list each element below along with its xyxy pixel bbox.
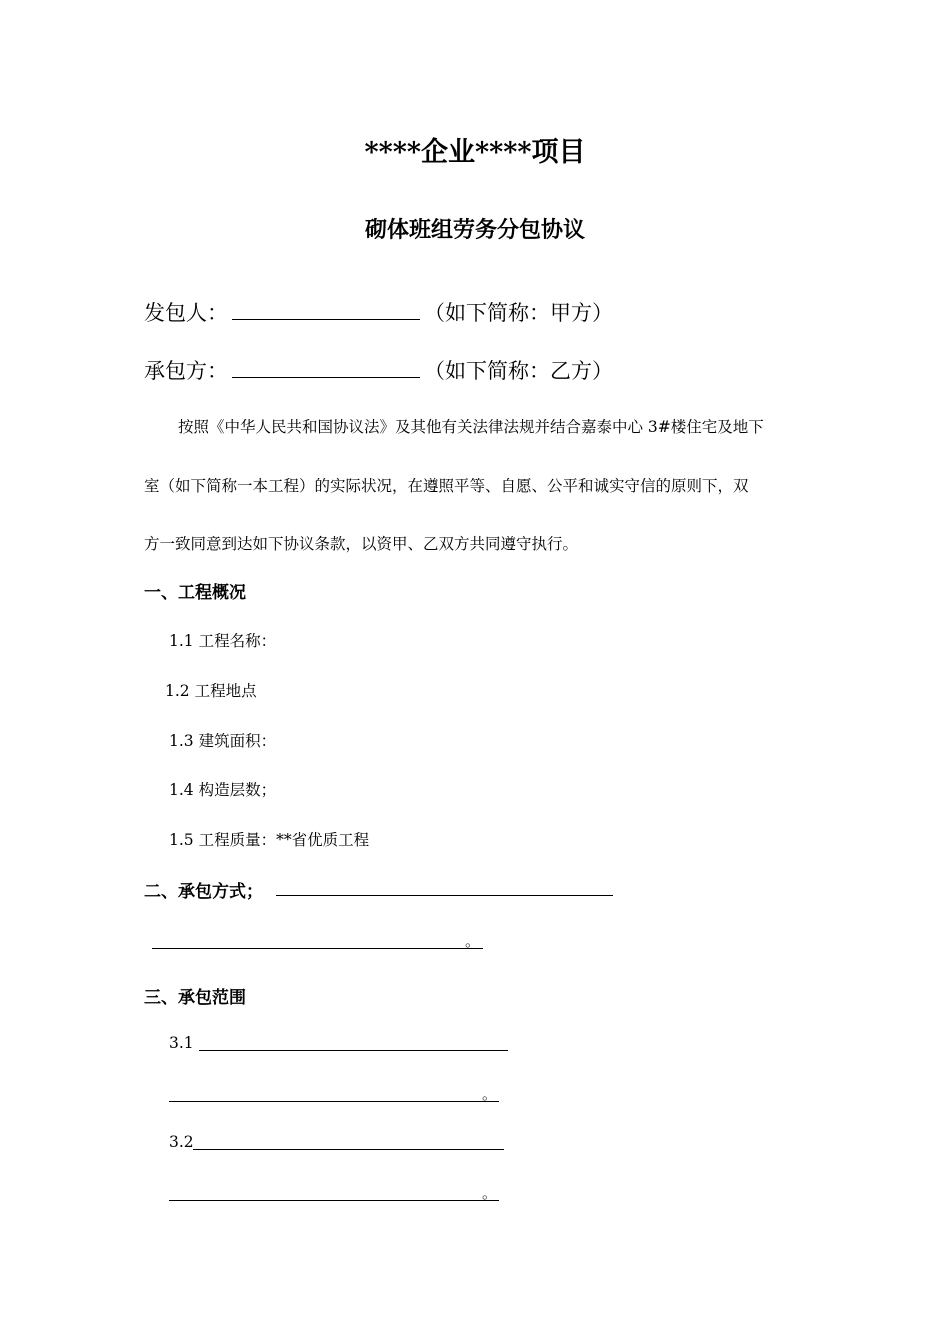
section-3-item-1-label: 3.1: [169, 1034, 194, 1052]
intro-line-2: 室（如下简称一本工程）的实际状况，在遵照平等、自愿、公平和诚实守信的原则下，双: [144, 477, 749, 495]
section-2-blank-1: [276, 895, 613, 896]
section-3-item-1-blank: [199, 1050, 508, 1051]
employer-blank: [232, 301, 420, 320]
section-3-item-1-blank-2: [169, 1101, 499, 1102]
contractor-label: 承包方：: [144, 359, 228, 383]
employer-suffix: （如下简称：甲方）: [424, 301, 613, 325]
contractor-suffix: （如下简称：乙方）: [424, 359, 613, 383]
section-1-item: 1.3 建筑面积：: [169, 732, 277, 750]
employer-label: 发包人：: [144, 301, 228, 325]
intro-line-3: 方一致同意到达如下协议条款，以资甲、乙双方共同遵守执行。: [144, 535, 579, 553]
section-3-item-2-label: 3.2: [169, 1133, 194, 1151]
contractor-blank: [232, 359, 420, 378]
section-1-item: 1.2 工程地点: [165, 682, 257, 700]
section-2-end-mark: 。: [465, 932, 481, 950]
section-2-blank-2: [152, 948, 483, 949]
section-1-heading: 一、工程概况: [144, 583, 246, 603]
section-1-item: 1.4 构造层数；: [169, 781, 277, 799]
employer-line: [144, 297, 613, 327]
section-1-item: 1.5 工程质量：**省优质工程: [169, 831, 370, 849]
section-2-heading: 二、承包方式；: [144, 882, 263, 902]
section-3-item-2-blank-2: [169, 1200, 499, 1201]
document-title: ****企业****项目: [364, 137, 586, 168]
document-subtitle: 砌体班组劳务分包协议: [364, 217, 585, 243]
section-3-heading: 三、承包范围: [144, 988, 246, 1008]
section-1-item: 1.1 工程名称：: [169, 632, 277, 650]
intro-line-1: 按照《中华人民共和国协议法》及其他有关法律法规并结合嘉泰中心 3#楼住宅及地下: [178, 418, 764, 436]
section-3-item-1-end-mark: 。: [482, 1085, 498, 1103]
section-3-item-2-blank: [193, 1149, 504, 1150]
section-3-item-2-end-mark: 。: [482, 1184, 498, 1202]
contractor-line: [144, 355, 613, 385]
